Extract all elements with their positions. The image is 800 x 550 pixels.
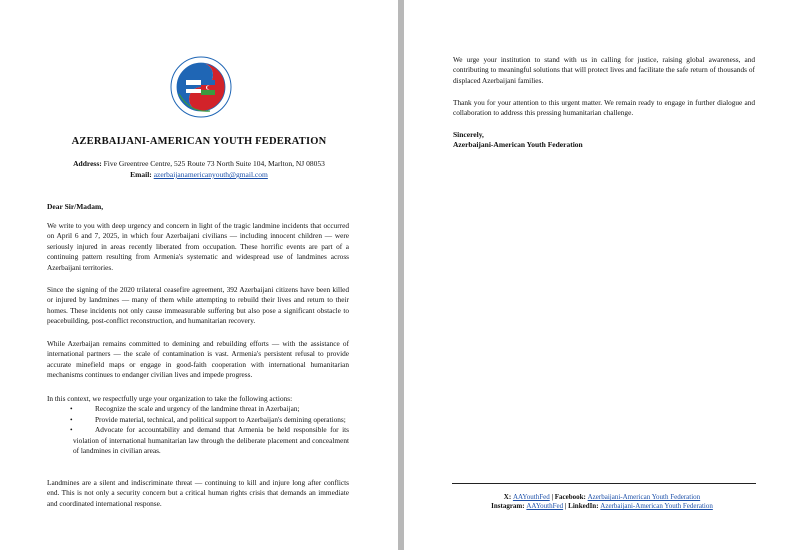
address-label: Address: (73, 159, 102, 168)
list-item (47, 425, 349, 456)
facebook-link[interactable]: Azerbaijani-American Youth Federation (587, 493, 701, 501)
actions-intro: In this context, we respectfully urge your organization to take the following actions: (47, 394, 293, 403)
list-item-text: Advocate for accountability and demand that Armenia be held responsible for its violation of international humanitarian law through the deliberate placement and concealment of landmines in civilian areas. (73, 425, 349, 456)
linkedin-label: | LinkedIn: (564, 502, 599, 510)
paragraph-demining: While Azerbaijan remains committed to demining and rebuilding efforts — with the assistance of international partners — the scale of contamination is vast. Armenia's persistent refusal to provide accurate minefield maps or engage in good-faith cooperation with international humanitarian mechanisms continues to endanger civilian lives and impede progress. (47, 339, 349, 380)
address-value: Five Greentree Centre, 525 Route 73 North Suite 104, Marlton, NJ 08053 (103, 159, 325, 168)
paragraph-thanks: Thank you for your attention to this urgent matter. We remain ready to engage in further dialogue and collaboration to address this pressing humanitarian challenge. (453, 98, 755, 118)
signature: Azerbaijani-American Youth Federation (453, 140, 583, 150)
bullet-icon: • (70, 404, 73, 414)
federation-logo (170, 56, 232, 118)
actions-section (47, 394, 349, 456)
linkedin-link[interactable]: Azerbaijani-American Youth Federation (600, 502, 713, 510)
footer-social-line-1 (404, 493, 800, 501)
bullet-icon: • (70, 414, 73, 424)
list-item-text: Provide material, technical, and political support to Azerbaijan's demining operations; (95, 414, 346, 424)
greeting: Dear Sir/Madam, (47, 202, 104, 211)
email-line (0, 170, 398, 179)
paragraph-casualties: Since the signing of the 2020 trilateral ceasefire agreement, 392 Azerbaijani citizens have been killed or injured by landmines — many of them while attempting to rebuild their lives and return to their homes. These incidents not only cause immeasurable suffering but also pose a significant obstacle to peacebuilding, post-conflict reconstruction, and humanitarian recovery. (47, 285, 349, 326)
instagram-link[interactable]: AAYouthFed (526, 502, 564, 510)
closing-phrase: Sincerely, (453, 130, 484, 139)
address-line (0, 159, 398, 168)
facebook-label: | Facebook: (551, 493, 586, 501)
list-item-text: Recognize the scale and urgency of the landmine threat in Azerbaijan; (95, 404, 300, 414)
list-item (47, 415, 349, 425)
x-link[interactable]: AAYouthFed (512, 493, 550, 501)
organization-title: AZERBAIJANI-AMERICAN YOUTH FEDERATION (71, 136, 327, 147)
instagram-label: Instagram: (491, 502, 525, 510)
footer-divider (452, 483, 756, 484)
footer-social-line-2 (404, 502, 800, 510)
x-label: X: (503, 493, 512, 501)
email-label: Email: (130, 170, 152, 179)
paragraph-call-to-action: We urge your institution to stand with us in calling for justice, raising global awareness, and contributing to meaningful solutions that will protect lives and facilitate the safe return of thousands of displaced Azerbaijani families. (453, 55, 755, 85)
paragraph-incidents: We write to you with deep urgency and concern in light of the tragic landmine incidents that occurred on April 6 and 7, 2025, in which four Azerbaijani civilians — including innocent children — were seriously injured in areas recently liberated from occupation. These horrific events are part of a continuing pattern resulting from Armenia's systematic and widespread use of landmines across Azerbaijani territories. (47, 221, 349, 272)
document-page-1 (0, 0, 398, 550)
email-link[interactable]: azerbaijanamericanyouth@gmail.com (153, 170, 268, 179)
document-page-2 (404, 0, 800, 550)
closing-block (453, 130, 583, 151)
list-item (47, 404, 349, 414)
paragraph-threat: Landmines are a silent and indiscriminate threat — continuing to kill and injure long after conflicts end. This is not only a security concern but a critical human rights crisis that demands an immediate and coordinated international response. (47, 478, 349, 508)
bullet-icon: • (70, 425, 73, 435)
